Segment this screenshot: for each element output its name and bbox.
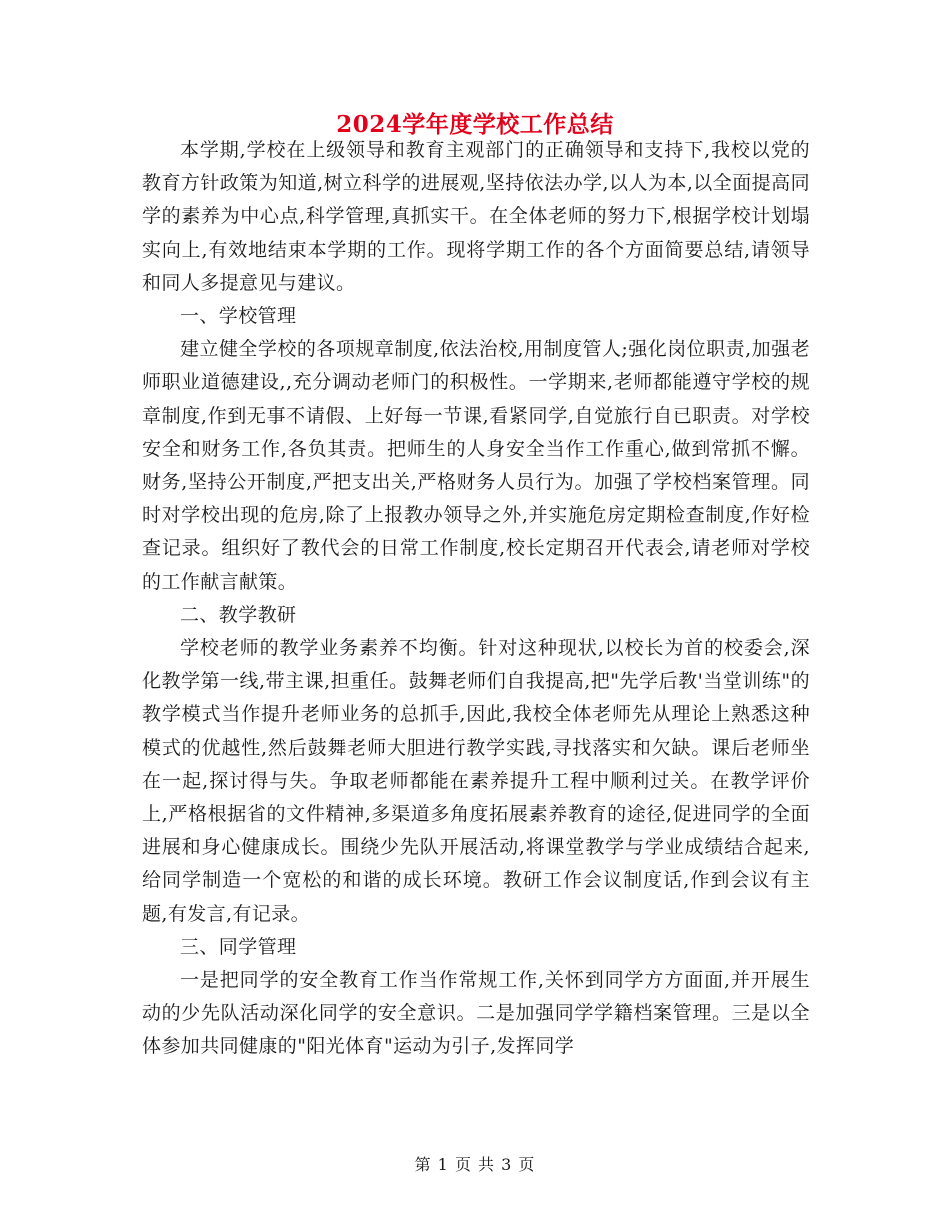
section-body-teaching-research: 学校老师的教学业务素养不均衡。针对这种现状,以校长为首的校委会,深化教学第一线,带主课,担重任。鼓舞老师们自我提高,把"先学后教'当堂训练"的教学模式当作提升老师业务的总抓手,因此,我校全体老师先从理论上熟悉这种模式的优越性,然后鼓舞老师大胆进行教学实践,寻找落实和欠缺。课后老师坐在一起,探讨得与失。争取老师都能在素养提升工程中顺利过关。在教学评价上,严格根据省的文件精神,多渠道多角度拓展素养教育的途径,促进同学的全面进展和身心健康成长。围绕少先队开展活动,将课堂教学与学业成绩结合起来,给同学制造一个宽松的和谐的成长环境。教研工作会议制度话,作到会议有主题,有发言,有记录。 [142,637,810,925]
document-body [142,134,810,1064]
page-number-footer: 第 1 页 共 3 页 [414,1155,536,1174]
document-title: 2024学年度学校工作总结 [336,111,614,138]
section-body-school-management: 建立健全学校的各项规章制度,依法治校,用制度管人;强化岗位职责,加强老师职业道德建设,,充分调动老师门的积极性。一学期来,老师都能遵守学校的规章制度,作到无事不请假、上好每一节课,看紧同学,自觉旅行自已职责。对学校安全和财务工作,各负其责。把师生的人身安全当作工作重心,做到常抓不懈。财务,坚持公开制度,严把支出关,严格财务人员行为。加强了学校档案管理。同时对学校出现的危房,除了上报教办领导之外,并实施危房定期检查制度,作好检查记录。组织好了教代会的日常工作制度,校长定期召开代表会,请老师对学校的工作献言献策。 [142,338,810,593]
section-heading-school-management: 一、学校管理 [180,305,297,328]
intro-paragraph: 本学期,学校在上级领导和教育主观部门的正确领导和支持下,我校以党的教育方针政策为知道,树立科学的进展观,坚持依法办学,以人为本,以全面提高同学的素养为中心点,科学管理,真抓实干。在全体老师的努力下,根据学校计划塌实向上,有效地结束本学期的工作。现将学期工作的各个方面简要总结,请领导和同人多提意见与建议。 [142,139,810,294]
section-body-student-management: 一是把同学的安全教育工作当作常规工作,关怀到同学方方面面,并开展生动的少先队活动深化同学的安全意识。二是加强同学学籍档案管理。三是以全体参加共同健康的"阳光体育"运动为引子,发挥同学 [142,969,810,1058]
section-heading-teaching-research: 二、教学教研 [180,603,297,626]
section-heading-student-management: 三、同学管理 [180,935,297,958]
